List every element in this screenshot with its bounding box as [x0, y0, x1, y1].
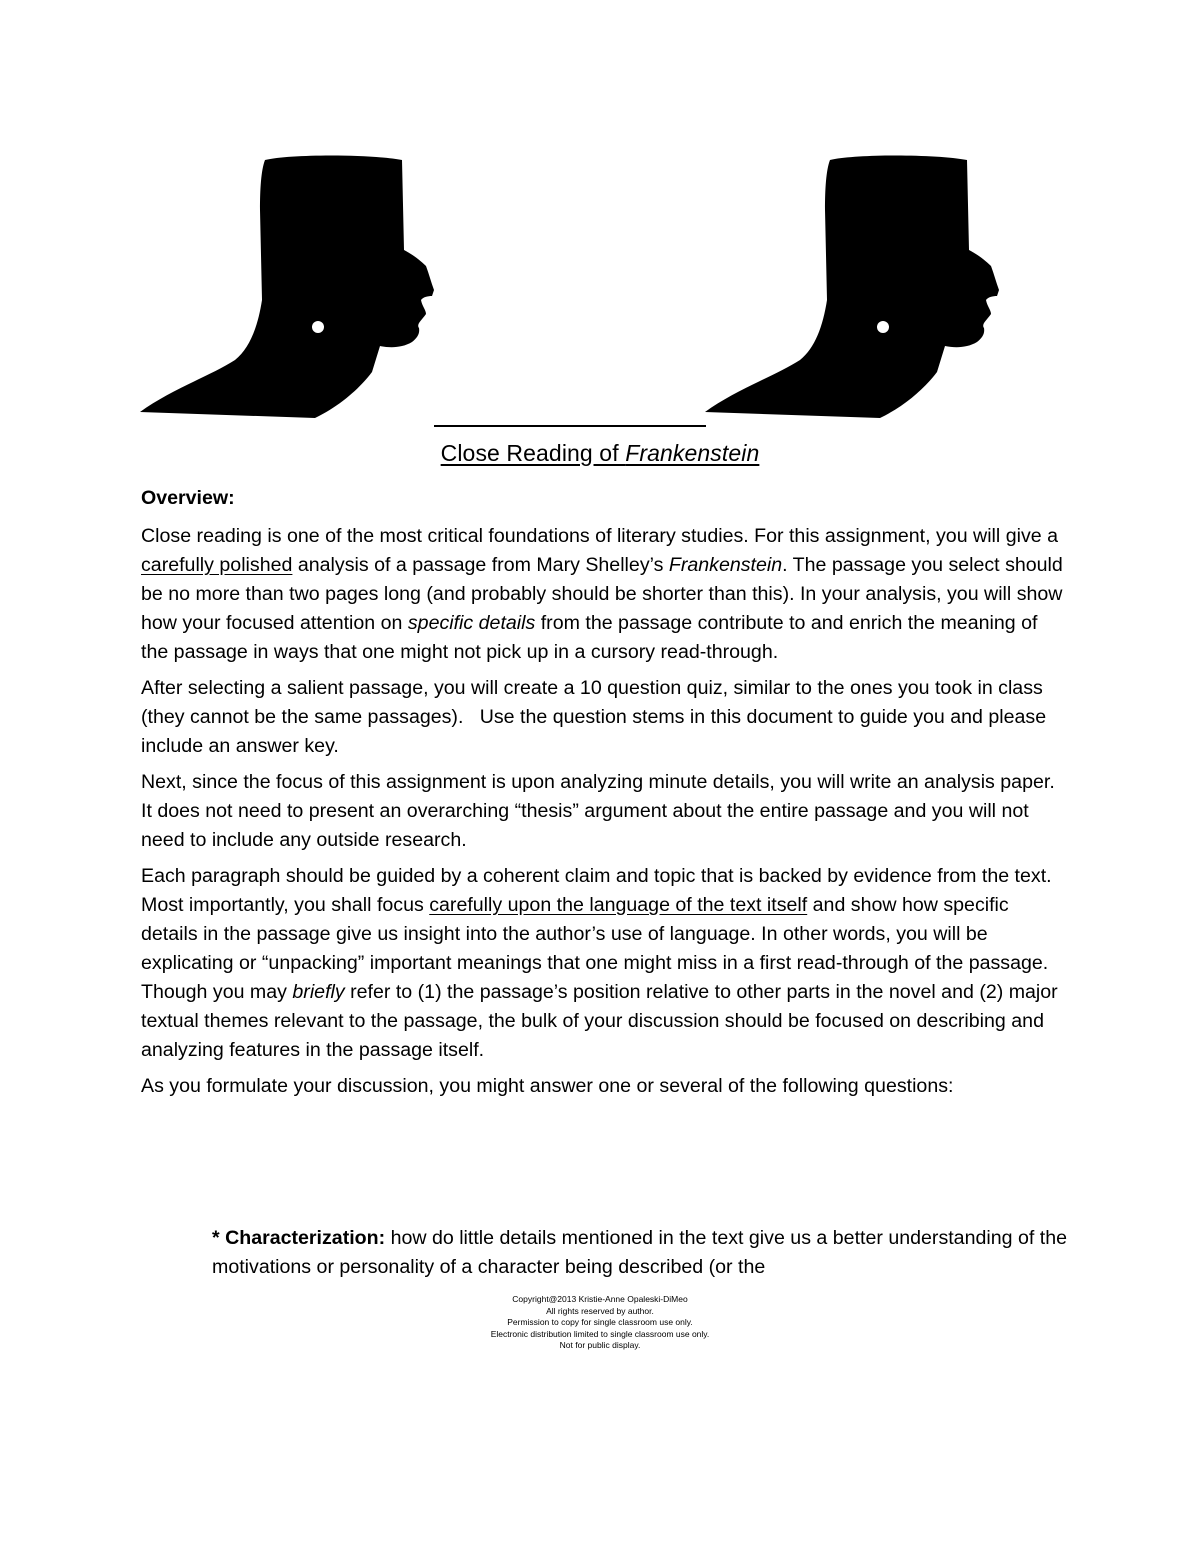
- frankenstein-silhouette-icon: [705, 150, 1005, 425]
- overview-paragraph-2: After selecting a salient passage, you will create a 10 question quiz, similar to the ones you took in class (they cannot be the same passages). Use the question stems in this document to guide you and please include an answer key.: [141, 677, 1052, 757]
- footer-line: Electronic distribution limited to single classroom use only.: [490, 1328, 710, 1339]
- overview-paragraph-1: Close reading is one of the most critical foundations of literary studies. For this assignment, you will give a carefully polished analysis of a passage from Mary Shelley’s Frankenstein. The passage you select should be no more than two pages long (and probably should be shorter than this). In your analysis, you will show how your focused attention on specific details from the passage contribute to and enrich the meaning of the passage in ways that one might not pick up in a cursory read-through.: [141, 525, 1063, 663]
- copyright-footer: [0, 1294, 1200, 1352]
- bullet-text: how do little details mentioned in the text give us a better understanding of the motivations or personality of a character being described (or the: [212, 1227, 1067, 1278]
- footer-line: Not for public display.: [559, 1340, 641, 1350]
- overview-section: [141, 482, 1066, 1108]
- footer-line: Copyright@2013 Kristie-Anne Opaleski-DiMeo: [512, 1294, 688, 1304]
- bullet-characterization: [212, 1224, 1072, 1282]
- page-title: Close Reading of Frankenstein: [440, 440, 760, 466]
- overview-paragraph-3: Next, since the focus of this assignment is upon analyzing minute details, you will write an analysis paper. It does not need to present an overarching “thesis” argument about the entire passage and you will not need to include any outside research.: [141, 771, 1066, 851]
- title-divider: [434, 425, 706, 427]
- footer-line: Permission to copy for single classroom use only.: [507, 1317, 693, 1327]
- overview-paragraph-4: Each paragraph should be guided by a coherent claim and topic that is backed by evidence from the text. Most importantly, you shall focus carefully upon the language of the text itself and show how specific details in the passage give us insight into the author’s use of language. In other words, you will be explicating or “unpacking” important meanings that one might miss in a first read-through of the passage. Though you may briefly refer to (1) the passage’s position relative to other parts in the novel and (2) major textual themes relevant to the passage, the bulk of your discussion should be focused on describing and analyzing features in the passage itself.: [141, 865, 1058, 1061]
- bullet-label: * Characterization:: [212, 1227, 386, 1249]
- overview-heading: Overview:: [141, 487, 235, 509]
- footer-line: All rights reserved by author.: [546, 1305, 654, 1316]
- frankenstein-silhouette-icon: [140, 150, 440, 425]
- overview-paragraph-5: As you formulate your discussion, you might answer one or several of the following questions:: [141, 1075, 954, 1097]
